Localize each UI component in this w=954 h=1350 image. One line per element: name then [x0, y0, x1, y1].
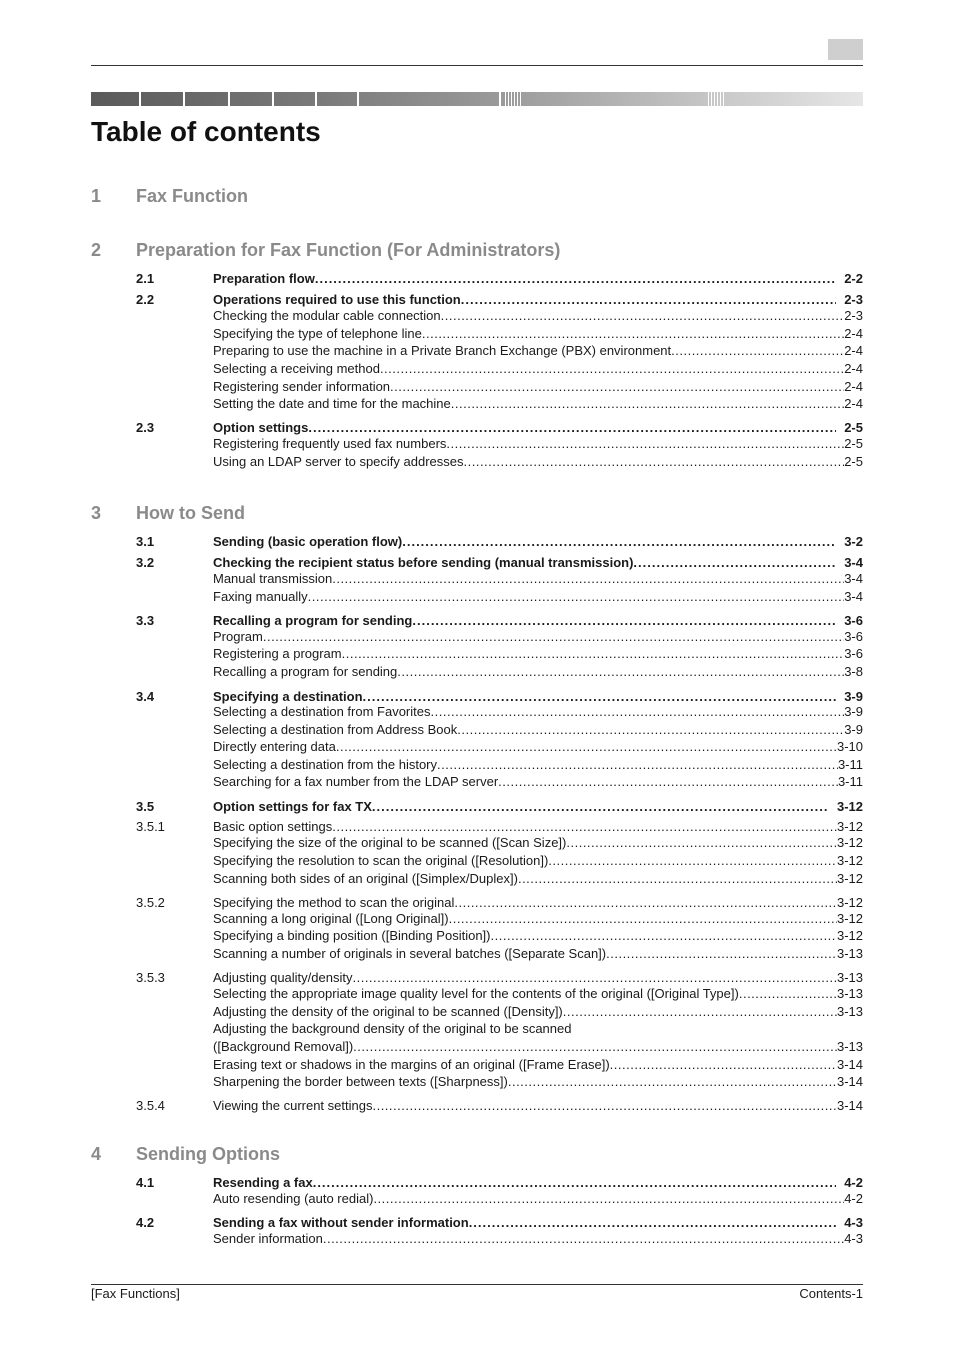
dot-leader	[457, 721, 844, 739]
dot-leader	[397, 663, 844, 681]
toc-entry-line	[213, 628, 863, 646]
toc-entry-page: 3-12	[836, 911, 863, 926]
toc-entry-line	[213, 703, 863, 721]
toc-entry-title: Preparing to use the machine in a Private Branch Exchange (PBX) environment	[213, 343, 672, 358]
toc-section-entry[interactable]	[136, 533, 863, 551]
toc-entry-page: 3-11	[837, 757, 863, 772]
toc-entry-page: 2-4	[844, 343, 863, 358]
toc-entry-title: Manual transmission	[213, 571, 333, 586]
toc-entry[interactable]	[136, 307, 863, 325]
toc-entry[interactable]	[136, 645, 863, 663]
toc-entry-number: 4.1	[136, 1175, 155, 1190]
toc-entry-title: Adjusting the background density of the original to be scanned	[213, 1021, 572, 1036]
toc-section-entry[interactable]	[136, 270, 863, 288]
chapter-number: 1	[91, 186, 102, 206]
toc-entry-title: Operations required to use this function	[213, 292, 461, 307]
dot-leader	[464, 453, 845, 471]
toc-entry-line	[213, 1230, 863, 1248]
toc-entry[interactable]	[136, 435, 863, 453]
toc-entry-title: Erasing text or shadows in the margins of an original ([Frame Erase])	[213, 1057, 610, 1072]
toc-entry-title: Option settings	[213, 420, 309, 435]
dot-leader	[323, 1230, 844, 1248]
dot-leader	[498, 773, 838, 791]
toc-entry-page: 3-14	[836, 1074, 863, 1089]
toc-entry-page: 3-13	[836, 946, 863, 961]
page-tab-marker	[828, 39, 863, 60]
toc-entry-title: Specifying the type of telephone line	[213, 326, 422, 341]
toc-entry-title: Resending a fax	[213, 1175, 313, 1190]
toc-entry-page: 3-6	[844, 613, 863, 628]
toc-entry-page: 3-4	[844, 571, 863, 586]
page-title: Table of contents	[91, 116, 321, 147]
toc-entry-title: Registering a program	[213, 646, 342, 661]
toc-entry-title: Specifying the method to scan the original	[213, 895, 455, 910]
toc-entry-title: Viewing the current settings	[213, 1098, 373, 1113]
dot-leader	[451, 395, 844, 413]
toc-entry-title: Directly entering data	[213, 739, 336, 754]
toc-entry-page: 3-2	[844, 534, 863, 549]
toc-entry-line	[213, 945, 863, 963]
toc-entry-page: 3-9	[844, 689, 863, 704]
toc-entry-line	[213, 395, 863, 413]
chapter-heading[interactable]	[91, 240, 863, 264]
toc-entry-page: 3-12	[836, 799, 863, 814]
toc-entry-page: 4-2	[844, 1175, 863, 1190]
toc-entry[interactable]	[136, 985, 863, 1003]
toc-entry[interactable]	[136, 721, 863, 739]
dot-leader	[422, 325, 844, 343]
dot-leader	[402, 533, 836, 551]
dot-leader	[563, 1003, 837, 1021]
dot-leader	[671, 342, 844, 360]
toc-entry-page: 2-5	[844, 436, 863, 451]
toc-entry[interactable]	[136, 852, 863, 870]
toc-entry-title: Program	[213, 629, 263, 644]
dot-leader	[610, 1056, 837, 1074]
toc-entry[interactable]	[136, 927, 863, 945]
dot-leader	[739, 985, 837, 1003]
toc-entry-page: 2-5	[844, 454, 863, 469]
toc-entry[interactable]	[136, 588, 863, 606]
toc-entry[interactable]	[136, 834, 863, 852]
toc-entry-title: Registering frequently used fax numbers	[213, 436, 447, 451]
footer-manual-name: [Fax Functions]	[91, 1286, 180, 1301]
toc-entry-page: 3-9	[844, 704, 863, 719]
toc-entry-number: 3.5.4	[136, 1098, 165, 1113]
toc-entry-title: Auto resending (auto redial)	[213, 1191, 374, 1206]
toc-entry-line	[213, 645, 863, 663]
toc-entry[interactable]	[136, 395, 863, 413]
dot-leader	[332, 570, 844, 588]
toc-entry-page: 4-2	[844, 1191, 863, 1206]
toc-entry[interactable]	[136, 628, 863, 646]
toc-entry-page: 3-11	[837, 774, 863, 789]
toc-entry[interactable]	[136, 1230, 863, 1248]
toc-entry-title: Sending (basic operation flow)	[213, 534, 403, 549]
toc-entry[interactable]	[136, 1003, 863, 1021]
dot-leader	[441, 307, 845, 325]
toc-entry[interactable]	[136, 738, 863, 756]
toc-entry-title: Using an LDAP server to specify addresses	[213, 454, 464, 469]
toc-entry[interactable]	[136, 870, 863, 888]
toc-entry-line	[213, 852, 863, 870]
toc-entry-line	[213, 1073, 863, 1091]
dot-leader	[263, 628, 844, 646]
toc-entry-line	[213, 721, 863, 739]
dot-leader	[446, 435, 844, 453]
toc-entry-title: Selecting a receiving method	[213, 361, 380, 376]
toc-entry[interactable]	[136, 1020, 863, 1038]
toc-entry-page: 3-14	[836, 1057, 863, 1072]
toc-entry-title: Checking the modular cable connection	[213, 308, 441, 323]
toc-entry-line	[213, 910, 863, 928]
toc-entry-title: Checking the recipient status before sending (manual transmission)	[213, 555, 634, 570]
dot-leader	[308, 588, 845, 606]
toc-entry-page: 2-4	[844, 396, 863, 411]
dot-leader	[437, 756, 838, 774]
toc-entry-title: Specifying a destination	[213, 689, 363, 704]
dot-leader	[373, 1190, 844, 1208]
toc-entry-page: 3-13	[836, 986, 863, 1001]
toc-entry[interactable]	[136, 360, 863, 378]
chapter-heading[interactable]	[91, 186, 863, 210]
toc-entry-page: 2-3	[844, 308, 863, 323]
toc-entry-number: 2.1	[136, 271, 155, 286]
toc-entry-line	[213, 1020, 863, 1038]
toc-entry-page: 3-13	[836, 1004, 863, 1019]
toc-entry[interactable]	[136, 663, 863, 681]
dot-leader	[372, 798, 829, 816]
toc-entry-title: Selecting a destination from Address Book	[213, 722, 458, 737]
chapter-title: Fax Function	[136, 186, 248, 206]
toc-entry-line	[213, 1003, 863, 1021]
toc-entry[interactable]	[136, 1038, 863, 1056]
toc-entry-page: 2-4	[844, 379, 863, 394]
toc-entry-line	[213, 1038, 863, 1056]
toc-entry-line	[213, 325, 863, 343]
toc-entry-page: 3-12	[836, 819, 863, 834]
dot-leader	[508, 1073, 837, 1091]
toc-entry[interactable]	[136, 378, 863, 396]
toc-entry-line	[213, 435, 863, 453]
toc-entry-page: 3-9	[844, 722, 863, 737]
toc-entry[interactable]	[136, 773, 863, 791]
toc-entry-line	[213, 927, 863, 945]
toc-entry-page: 3-14	[836, 1098, 863, 1113]
toc-entry-title: Specifying the resolution to scan the original ([Resolution])	[213, 853, 549, 868]
toc-entry-page: 2-4	[844, 361, 863, 376]
toc-entry[interactable]	[136, 325, 863, 343]
toc-entry-line	[213, 307, 863, 325]
toc-entry-page: 3-6	[844, 646, 863, 661]
toc-entry-page: 3-10	[836, 739, 863, 754]
toc-entry-title: Searching for a fax number from the LDAP server	[213, 774, 499, 789]
toc-entry-page: 2-2	[844, 271, 863, 286]
toc-entry-title: Registering sender information	[213, 379, 391, 394]
toc-entry-title: Basic option settings	[213, 819, 333, 834]
chapter-heading[interactable]	[91, 503, 863, 527]
dot-leader	[431, 703, 845, 721]
toc-entry-title: Faxing manually	[213, 589, 308, 604]
toc-entry-line	[213, 1097, 863, 1115]
toc-entry-number: 3.4	[136, 689, 155, 704]
toc-entry-title: Scanning both sides of an original ([Simplex/Duplex])	[213, 871, 518, 886]
toc-entry-page: 3-12	[836, 835, 863, 850]
toc-entry-line	[213, 453, 863, 471]
toc-entry[interactable]	[136, 1056, 863, 1074]
toc-entry-line	[213, 360, 863, 378]
chapter-title: How to Send	[136, 503, 245, 523]
toc-entry-page: 3-13	[836, 1039, 863, 1054]
toc-entry-title: Sharpening the border between texts ([Sharpness])	[213, 1074, 508, 1089]
toc-entry-page: 3-12	[836, 928, 863, 943]
toc-entry-line	[213, 570, 863, 588]
toc-entry-title: Sending a fax without sender information	[213, 1215, 469, 1230]
toc-entry[interactable]	[136, 570, 863, 588]
chapter-number: 4	[91, 1144, 102, 1164]
dot-leader	[336, 738, 837, 756]
toc-entry-line	[213, 985, 863, 1003]
header-rule	[91, 65, 863, 66]
toc-entry[interactable]	[136, 703, 863, 721]
dot-leader	[491, 927, 837, 945]
toc-entry-title: Adjusting quality/density	[213, 970, 353, 985]
toc-entry[interactable]	[136, 1073, 863, 1091]
toc-entry-title: Preparation flow	[213, 271, 315, 286]
chapter-number: 3	[91, 503, 102, 523]
toc-entry-line	[213, 834, 863, 852]
chapter-number: 2	[91, 240, 102, 260]
toc-entry-number: 3.5.1	[136, 819, 165, 834]
footer-page-number: Contents-1	[799, 1286, 863, 1301]
toc-entry-number: 3.3	[136, 613, 155, 628]
toc-entry[interactable]	[136, 1190, 863, 1208]
toc-entry-line	[213, 270, 863, 288]
toc-entry-number: 3.5	[136, 799, 155, 814]
toc-entry-line	[213, 1190, 863, 1208]
toc-entry-number: 3.5.3	[136, 970, 165, 985]
toc-entry[interactable]	[136, 945, 863, 963]
toc-entry-page: 3-6	[844, 629, 863, 644]
toc-entry-page: 3-12	[836, 853, 863, 868]
toc-entry-title: ([Background Removal])	[213, 1039, 354, 1054]
toc-entry-number: 2.3	[136, 420, 155, 435]
dot-leader	[390, 378, 844, 396]
dot-leader	[518, 870, 837, 888]
toc-entry-number: 3.5.2	[136, 895, 165, 910]
dot-leader	[449, 910, 837, 928]
toc-entry-title: Selecting a destination from Favorites	[213, 704, 431, 719]
toc-entry-page: 2-4	[844, 326, 863, 341]
toc-entry[interactable]	[136, 453, 863, 471]
toc-entry-line	[213, 342, 863, 360]
toc-entry-page: 4-3	[844, 1231, 863, 1246]
toc-entry-line	[213, 773, 863, 791]
toc-entry-title: Setting the date and time for the machine	[213, 396, 451, 411]
toc-entry-page: 3-8	[844, 664, 863, 679]
toc-entry-page: 3-4	[844, 589, 863, 604]
dot-leader	[353, 1038, 837, 1056]
toc-entry-page: 2-5	[844, 420, 863, 435]
toc-entry-title: Sender information	[213, 1231, 323, 1246]
toc-entry-title: Selecting the appropriate image quality level for the contents of the original ([Original Type])	[213, 986, 739, 1001]
toc-entry-page: 4-3	[844, 1215, 863, 1230]
dot-leader	[566, 834, 837, 852]
dot-leader	[315, 270, 836, 288]
toc-entry-title: Adjusting the density of the original to be scanned ([Density])	[213, 1004, 563, 1019]
toc-section-entry[interactable]	[136, 798, 863, 816]
chapter-heading[interactable]	[91, 1144, 863, 1168]
toc-entry[interactable]	[136, 756, 863, 774]
toc-entry-line	[213, 588, 863, 606]
footer-rule	[91, 1284, 863, 1285]
toc-entry-title: Selecting a destination from the history	[213, 757, 438, 772]
toc-entry[interactable]	[136, 1097, 863, 1115]
toc-entry-line	[213, 870, 863, 888]
decorative-header-bar	[91, 92, 863, 106]
toc-entry-title: Recalling a program for sending	[213, 664, 398, 679]
toc-entry-title: Specifying the size of the original to be scanned ([Scan Size])	[213, 835, 567, 850]
toc-entry-line	[213, 798, 863, 816]
chapter-title: Sending Options	[136, 1144, 280, 1164]
dot-leader	[372, 1097, 837, 1115]
toc-entry-page: 3-12	[836, 895, 863, 910]
toc-entry-page: 3-12	[836, 871, 863, 886]
toc-entry-title: Option settings for fax TX	[213, 799, 372, 814]
toc-entry-number: 3.2	[136, 555, 155, 570]
dot-leader	[380, 360, 844, 378]
dot-leader	[342, 645, 845, 663]
toc-entry-line	[213, 663, 863, 681]
toc-entry-page: 3-4	[844, 555, 863, 570]
dot-leader	[606, 945, 837, 963]
toc-entry-number: 3.1	[136, 534, 155, 549]
toc-entry[interactable]	[136, 342, 863, 360]
toc-entry-title: Scanning a long original ([Long Original])	[213, 911, 449, 926]
toc-entry-line	[213, 1056, 863, 1074]
toc-entry-line	[213, 378, 863, 396]
toc-entry-line	[213, 756, 863, 774]
toc-entry-title: Specifying a binding position ([Binding Position])	[213, 928, 491, 943]
toc-entry-number: 2.2	[136, 292, 155, 307]
toc-entry[interactable]	[136, 910, 863, 928]
toc-entry-page: 2-3	[844, 292, 863, 307]
toc-entry-line	[213, 738, 863, 756]
toc-entry-page: 3-13	[836, 970, 863, 985]
chapter-title: Preparation for Fax Function (For Administrators)	[136, 240, 561, 260]
toc-entry-line	[213, 533, 863, 551]
toc-entry-number: 4.2	[136, 1215, 155, 1230]
toc-entry-title: Scanning a number of originals in several batches ([Separate Scan])	[213, 946, 607, 961]
dot-leader	[548, 852, 837, 870]
toc-entry-title: Recalling a program for sending	[213, 613, 413, 628]
